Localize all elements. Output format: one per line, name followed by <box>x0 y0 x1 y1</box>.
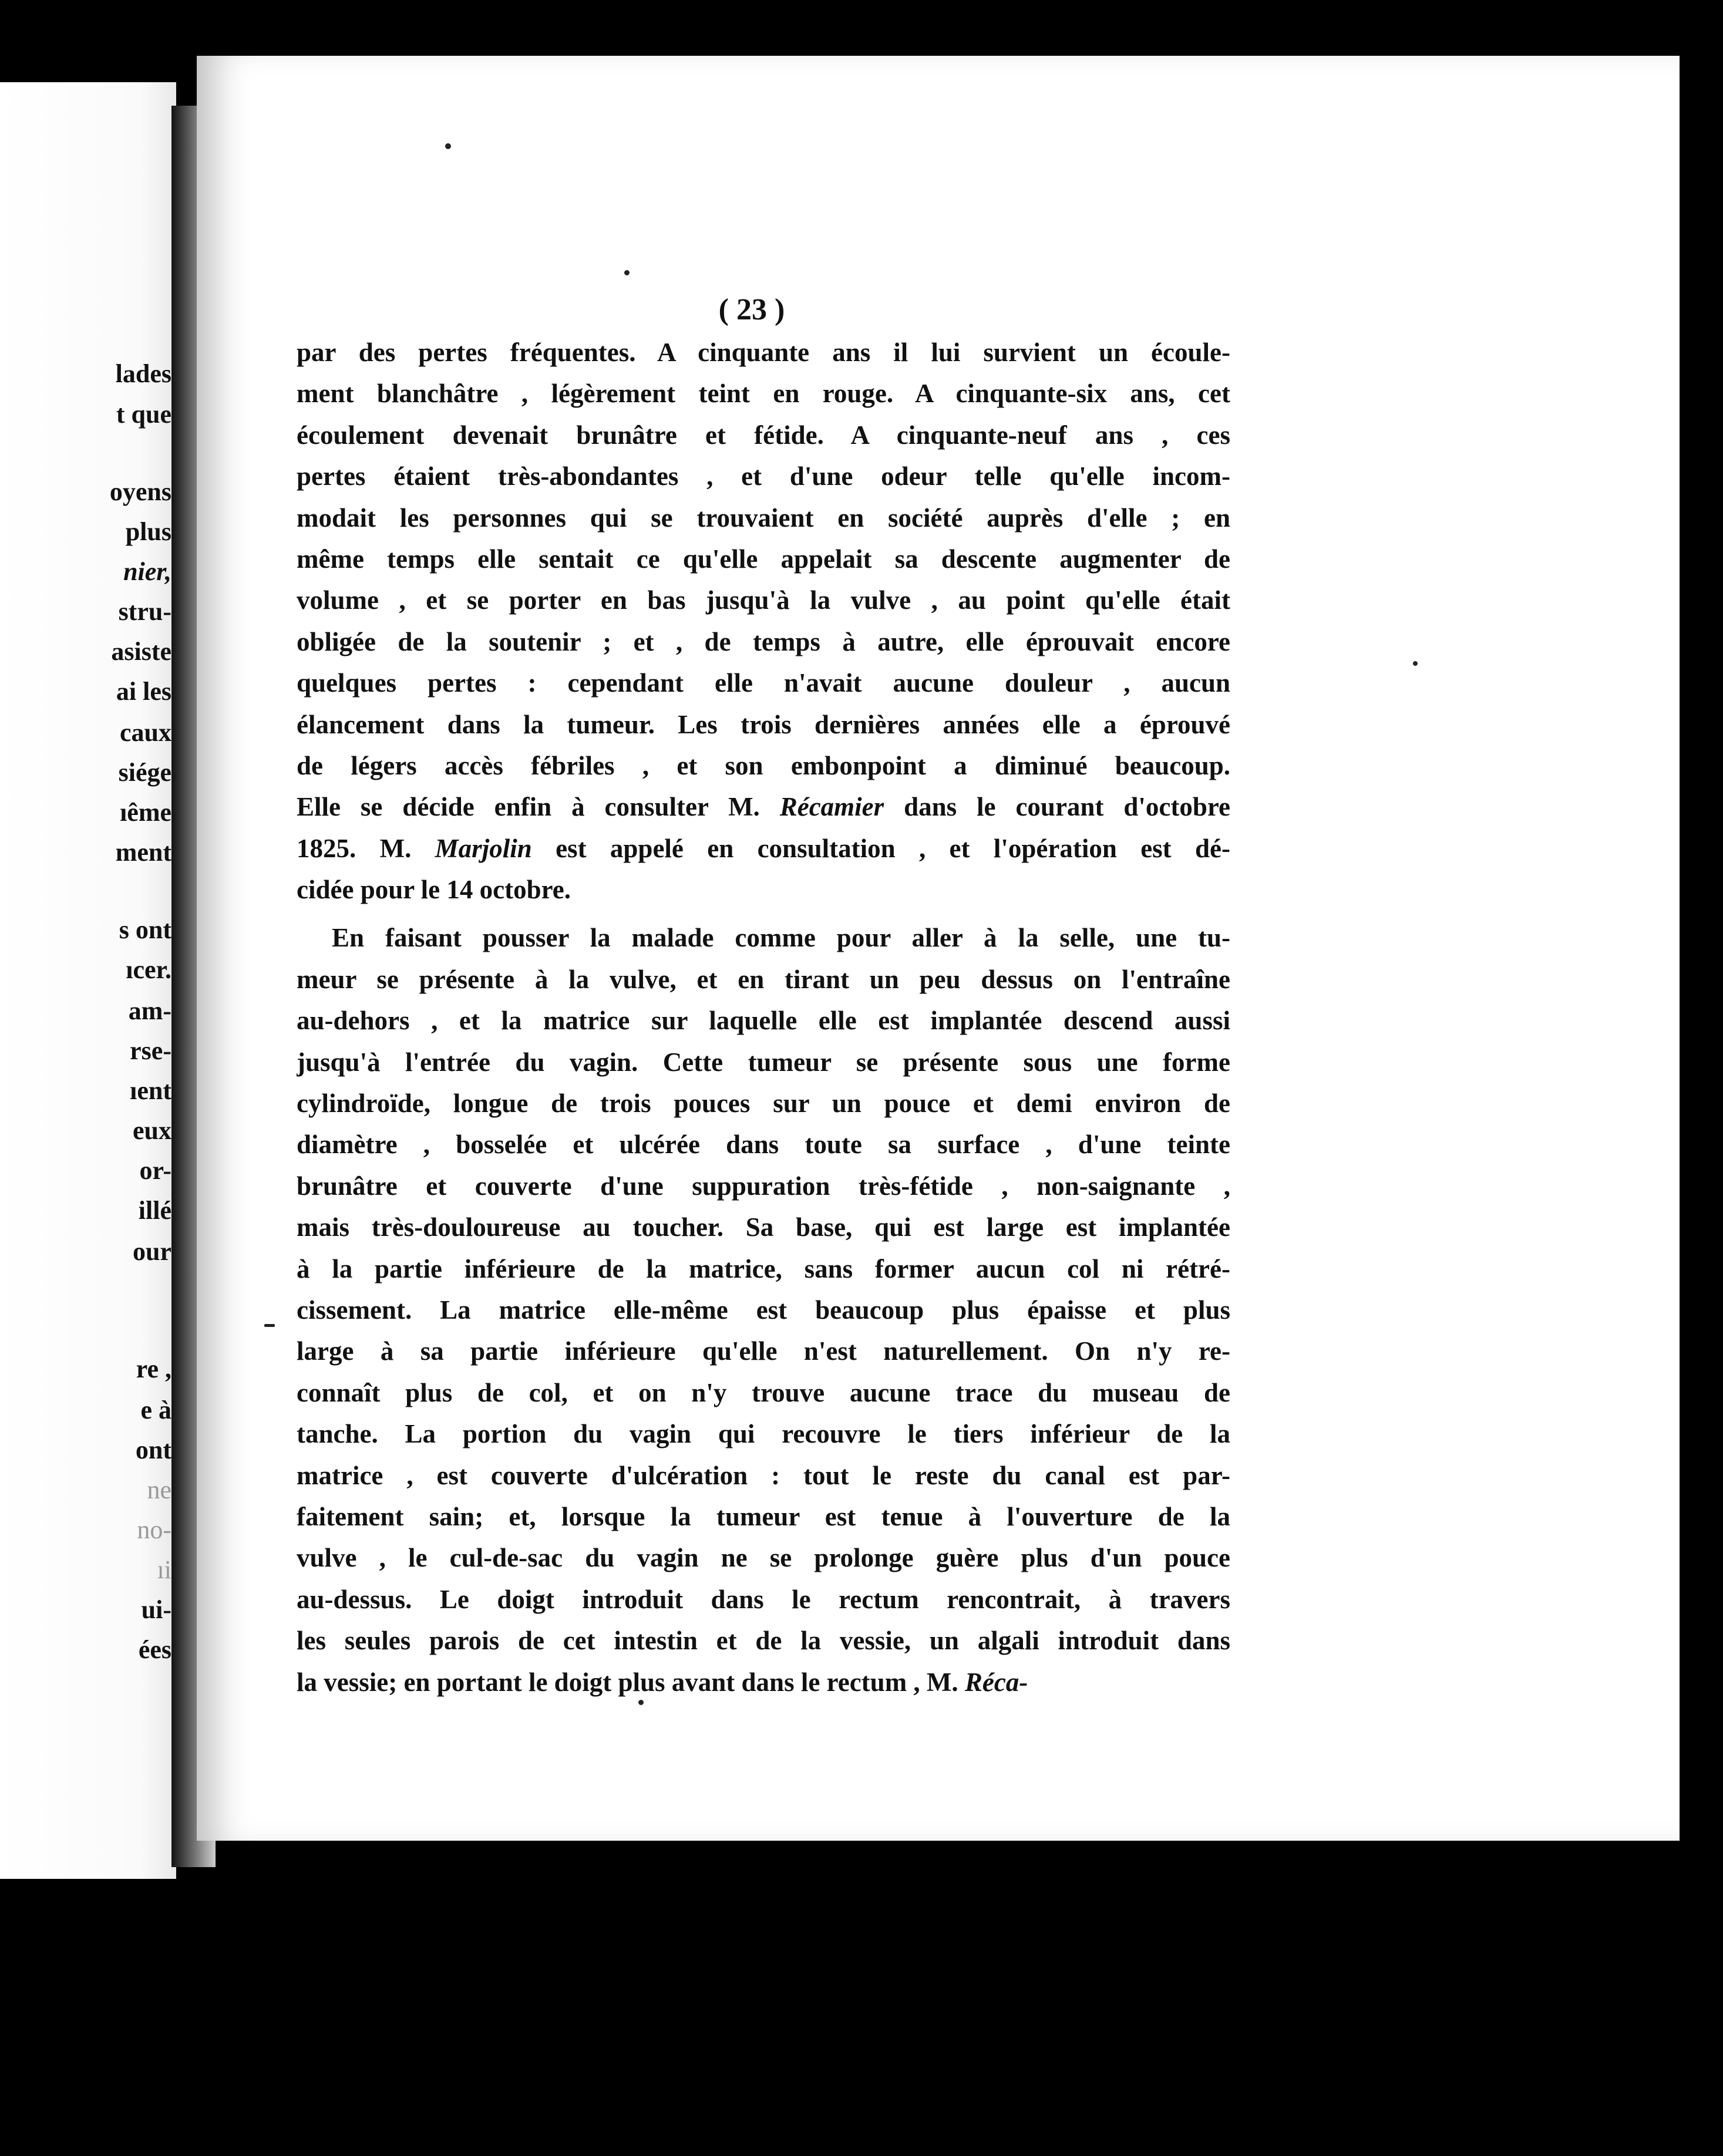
text-line: matrice , est couverte d'ulcération : tout le reste du canal est par- <box>297 1460 1230 1490</box>
text-line: meur se présente à la vulve, et en tirant un peu dessus on l'entraîne <box>297 964 1230 994</box>
left-page-line: plus <box>125 517 171 546</box>
page-number: ( 23 ) <box>718 293 785 326</box>
text-line: pertes étaient très-abondantes , et d'une odeur telle qu'elle incom- <box>297 461 1230 491</box>
left-page-line: ont <box>135 1436 171 1464</box>
left-page-line: ne <box>147 1475 171 1504</box>
left-page-line: ai les <box>116 677 171 706</box>
speck <box>445 143 451 149</box>
text-line: cylindroïde, longue de trois pouces sur un pouce et demi environ de <box>297 1089 1230 1119</box>
left-page-line: lades <box>115 359 171 388</box>
text-line: diamètre , bosselée et ulcérée dans toute sa surface , d'une teinte <box>297 1130 1230 1160</box>
text-line: écoulement devenait brunâtre et fétide. A cinquante-neuf ans , ces <box>297 420 1230 450</box>
text-line: cissement. La matrice elle-même est beaucoup plus épaisse et plus <box>297 1295 1230 1325</box>
text-line: Elle se décide enfin à consulter M. Récamier dans le courant d'octobre <box>297 792 1230 822</box>
text-line: modait les personnes qui se trouvaient en société auprès d'elle ; en <box>297 503 1230 533</box>
left-page-line: ment <box>115 838 171 867</box>
left-page-line: ıi <box>157 1555 171 1584</box>
left-page-line: siége <box>118 758 171 787</box>
left-page-line: our <box>133 1237 171 1266</box>
left-page-line: oyens <box>109 477 171 506</box>
text-line: brunâtre et couverte d'une suppuration très-fétide , non-saignante , <box>297 1171 1230 1201</box>
text-line: même temps elle sentait ce qu'elle appelait sa descente augmenter de <box>297 544 1230 574</box>
text-line: connaît plus de col, et on n'y trouve aucune trace du museau de <box>297 1377 1230 1407</box>
left-page-line: ıent <box>130 1076 171 1105</box>
text-line: au-dessus. Le doigt introduit dans le rectum rencontrait, à travers <box>297 1584 1230 1614</box>
speck <box>624 270 630 275</box>
left-page-line: ıême <box>120 798 171 827</box>
text-line: En faisant pousser la malade comme pour aller à la selle, une tu- <box>332 923 1230 953</box>
left-page-line: no- <box>137 1515 171 1544</box>
left-page-line: eux <box>133 1116 171 1145</box>
left-page-line: re , <box>136 1355 171 1383</box>
body-text <box>297 332 1230 1703</box>
text-line: obligée de la soutenir ; et , de temps à autre, elle éprouvait encore <box>297 626 1230 656</box>
text-line: faitement sain; et, lorsque la tumeur est tenue à l'ouverture de la <box>297 1501 1230 1531</box>
left-page-line: t que <box>116 400 171 429</box>
text-line: de légers accès fébriles , et son embonpoint a diminué beaucoup. <box>297 750 1230 780</box>
text-line: mais très-douloureuse au toucher. Sa base, qui est large est implantée <box>297 1212 1230 1242</box>
left-page-line: nier, <box>123 557 171 586</box>
text-line: quelques pertes : cependant elle n'avait aucune douleur , aucun <box>297 668 1230 698</box>
left-page-line: ui- <box>141 1595 171 1624</box>
text-line: à la partie inférieure de la matrice, sans former aucun col ni rétré- <box>297 1254 1230 1284</box>
left-page-line: rse- <box>130 1036 171 1065</box>
left-page-line: ées <box>138 1635 171 1664</box>
text-line: par des pertes fréquentes. A cinquante ans il lui survient un écoule- <box>297 338 1230 367</box>
speck <box>638 1700 644 1705</box>
left-page-line: stru- <box>118 597 171 626</box>
text-line: cidée pour le 14 octobre. <box>297 875 571 905</box>
left-page-line: am- <box>128 996 171 1025</box>
text-line: élancement dans la tumeur. Les trois dernières années elle a éprouvé <box>297 709 1230 739</box>
text-line: les seules parois de cet intestin et de la vessie, un algali introduit dans <box>297 1626 1230 1656</box>
text-line: 1825. M. Marjolin est appelé en consultation , et l'opération est dé- <box>297 833 1230 863</box>
text-line: au-dehors , et la matrice sur laquelle elle est implantée descend aussi <box>297 1006 1230 1036</box>
text-line: volume , et se porter en bas jusqu'à la vulve , au point qu'elle était <box>297 585 1230 615</box>
left-page-line: caux <box>120 718 171 747</box>
text-line: la vessie; en portant le doigt plus avant dans le rectum , M. Réca- <box>297 1667 1028 1697</box>
speck <box>1413 661 1418 666</box>
text-line: ment blanchâtre , légèrement teint en rouge. A cinquante-six ans, cet <box>297 379 1230 409</box>
text-line: jusqu'à l'entrée du vagin. Cette tumeur se présente sous une forme <box>297 1047 1230 1077</box>
left-page-line: illé <box>138 1196 171 1225</box>
left-page-line: or- <box>139 1156 171 1185</box>
text-line: tanche. La portion du vagin qui recouvre le tiers inférieur de la <box>297 1419 1230 1449</box>
text-line: large à sa partie inférieure qu'elle n'est naturellement. On n'y re- <box>297 1336 1230 1366</box>
left-page-line: e à <box>140 1396 171 1424</box>
text-line: vulve , le cul-de-sac du vagin ne se prolonge guère plus d'un pouce <box>297 1543 1230 1573</box>
left-page-line: s ont <box>119 915 171 944</box>
left-page-line: asiste <box>111 637 171 666</box>
speck <box>264 1324 275 1327</box>
left-page-line: ıcer. <box>126 955 171 984</box>
